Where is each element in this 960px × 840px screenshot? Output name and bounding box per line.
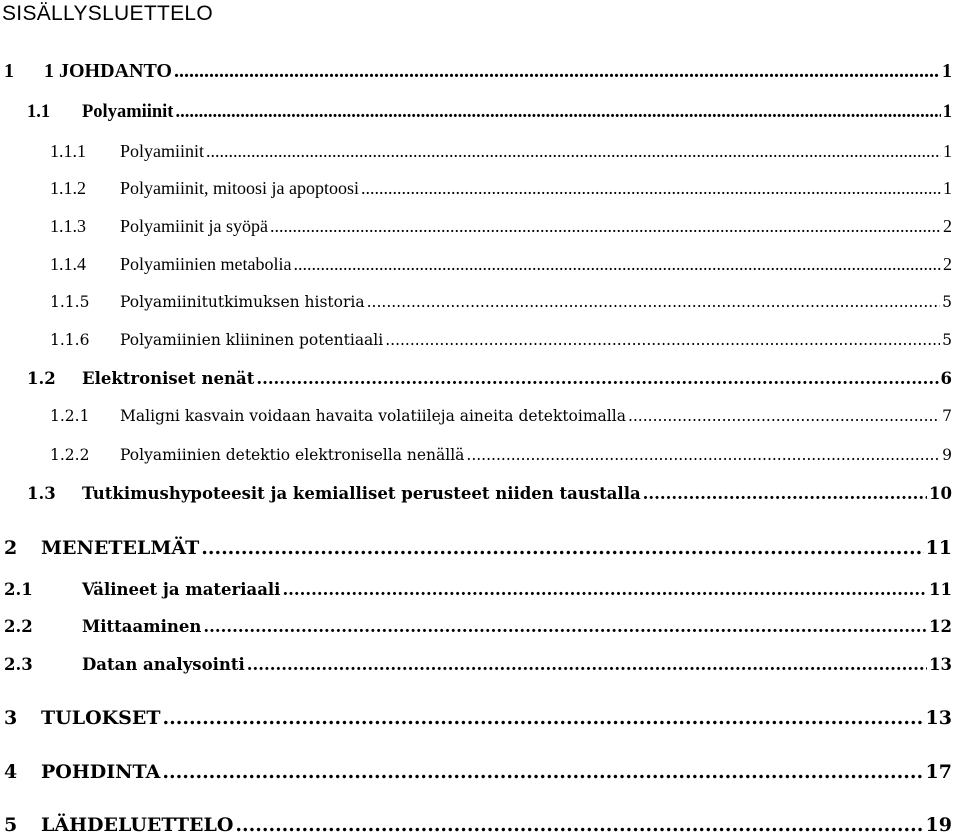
toc-leader (643, 484, 927, 503)
toc-page-number: 1 (942, 60, 952, 82)
toc-label: Polyamiinit (82, 102, 174, 122)
toc-label: Polyamiinien detektio elektronisella nenällä (120, 446, 465, 464)
toc-number: 1.2.1 (50, 407, 90, 425)
toc-entry-menetelmat[interactable] (4, 537, 952, 563)
toc-leader (628, 407, 940, 425)
toc-number: 1.2 (27, 369, 56, 388)
toc-leader (270, 216, 941, 237)
toc-leader (162, 761, 923, 783)
toc-number: 1.1.5 (50, 293, 90, 311)
toc-leader (235, 814, 923, 836)
toc-entry-valineet-materiaali[interactable] (4, 580, 952, 604)
toc-label: Polyamiinit, mitoosi ja apoptoosi (120, 178, 360, 198)
toc-number: 1.2.2 (50, 446, 90, 464)
toc-number: 1.1 (27, 102, 51, 122)
toc-entry-polyamiinit-section[interactable] (27, 102, 952, 126)
toc-number: 2.2 (4, 617, 33, 636)
toc-label: MENETELMÄT (41, 537, 200, 559)
toc-entry-mitoosi-apoptoosi[interactable] (50, 178, 952, 202)
toc-number: 1.1.6 (50, 331, 90, 349)
toc-entry-mittaaminen[interactable] (4, 617, 952, 641)
toc-page-number: 1 (943, 141, 952, 161)
toc-page-number: 13 (929, 655, 952, 674)
toc-label: Polyamiinitutkimuksen historia (120, 293, 365, 311)
toc-number: 5 (4, 814, 18, 836)
toc-entry-detektio[interactable] (50, 446, 952, 470)
toc-page-number: 11 (925, 537, 952, 559)
toc-leader (206, 141, 941, 162)
toc-leader (367, 293, 941, 311)
toc-label: Polyamiinien kliininen potentiaali (120, 331, 384, 349)
toc-number: 1.1.1 (50, 141, 86, 161)
toc-leader (175, 102, 940, 123)
toc-leader (247, 655, 927, 674)
toc-page-number: 6 (940, 369, 952, 388)
toc-leader (466, 446, 940, 464)
toc-leader (293, 254, 941, 275)
toc-label: Mittaaminen (82, 617, 202, 636)
toc-number: 1.3 (27, 484, 56, 503)
toc-page-number: 12 (929, 617, 952, 636)
toc-leader (282, 580, 927, 599)
toc-entry-datan-analysointi[interactable] (4, 655, 952, 679)
toc-entry-polyamiinit[interactable] (50, 141, 952, 165)
toc-number: 1.1.3 (50, 216, 86, 236)
toc-label: Elektroniset nenät (82, 369, 255, 388)
toc-page-number: 2 (943, 254, 952, 274)
toc-entry-pohdinta[interactable] (4, 761, 952, 787)
toc-page-number: 17 (925, 761, 952, 783)
toc-label: POHDINTA (41, 761, 161, 783)
toc-leader (203, 617, 927, 636)
toc-page-number: 13 (925, 707, 952, 729)
toc-entry-lahdeluettelo[interactable] (4, 814, 952, 840)
toc-label: Polyamiinien metabolia (120, 254, 292, 274)
toc-page-number: 7 (942, 407, 952, 425)
toc-leader (256, 369, 938, 388)
toc-entry-elektroniset-nenat[interactable] (27, 369, 952, 393)
toc-entry-syopa[interactable] (50, 216, 952, 240)
toc-entry-tulokset[interactable] (4, 707, 952, 733)
toc-entry-johdanto[interactable] (4, 60, 952, 86)
toc-label: 1 JOHDANTO (44, 60, 172, 82)
toc-page-number: 1 (942, 102, 952, 122)
toc-page-number: 5 (942, 293, 952, 311)
toc-label: Välineet ja materiaali (82, 580, 281, 599)
toc-page-number: 5 (942, 331, 952, 349)
toc-entry-maligni-kasvain[interactable] (50, 407, 952, 431)
toc-label: LÄHDELUETTELO (41, 814, 234, 836)
toc-page-number: 10 (929, 484, 952, 503)
toc-label: Maligni kasvain voidaan havaita volatiileja aineita detektoimalla (120, 407, 626, 425)
toc-leader (162, 707, 923, 729)
toc-leader (174, 60, 940, 83)
toc-leader (385, 331, 940, 349)
toc-entry-historia[interactable] (50, 293, 952, 317)
toc-label: TULOKSET (41, 707, 161, 729)
toc-number: 2.3 (4, 655, 33, 674)
toc-page-number: 19 (925, 814, 952, 836)
toc-label: Tutkimushypoteesit ja kemialliset perusteet niiden taustalla (82, 484, 641, 503)
toc-number: 2.1 (4, 580, 33, 599)
toc-page-number: 11 (929, 580, 952, 599)
toc-page-number: 1 (943, 178, 952, 198)
toc-number: 4 (4, 761, 18, 783)
toc-page-number: 2 (943, 216, 952, 236)
toc-entry-metabolia[interactable] (50, 254, 952, 278)
page-title: SISÄLLYSLUETTELO (2, 2, 213, 25)
toc-entry-kliininen-potentiaali[interactable] (50, 331, 952, 355)
toc-label: Datan analysointi (82, 655, 245, 674)
toc-label: Polyamiinit ja syöpä (120, 216, 268, 236)
toc-entry-tutkimushypoteesit[interactable] (27, 484, 952, 508)
toc-number: 2 (4, 537, 18, 559)
toc-number: 1 (4, 60, 14, 82)
toc-page-number: 9 (942, 446, 952, 464)
toc-number: 3 (4, 707, 18, 729)
toc-leader (201, 537, 923, 559)
toc-label: Polyamiinit (120, 141, 205, 161)
toc-leader (361, 178, 941, 199)
toc-number: 1.1.2 (50, 178, 86, 198)
toc-number: 1.1.4 (50, 254, 86, 274)
